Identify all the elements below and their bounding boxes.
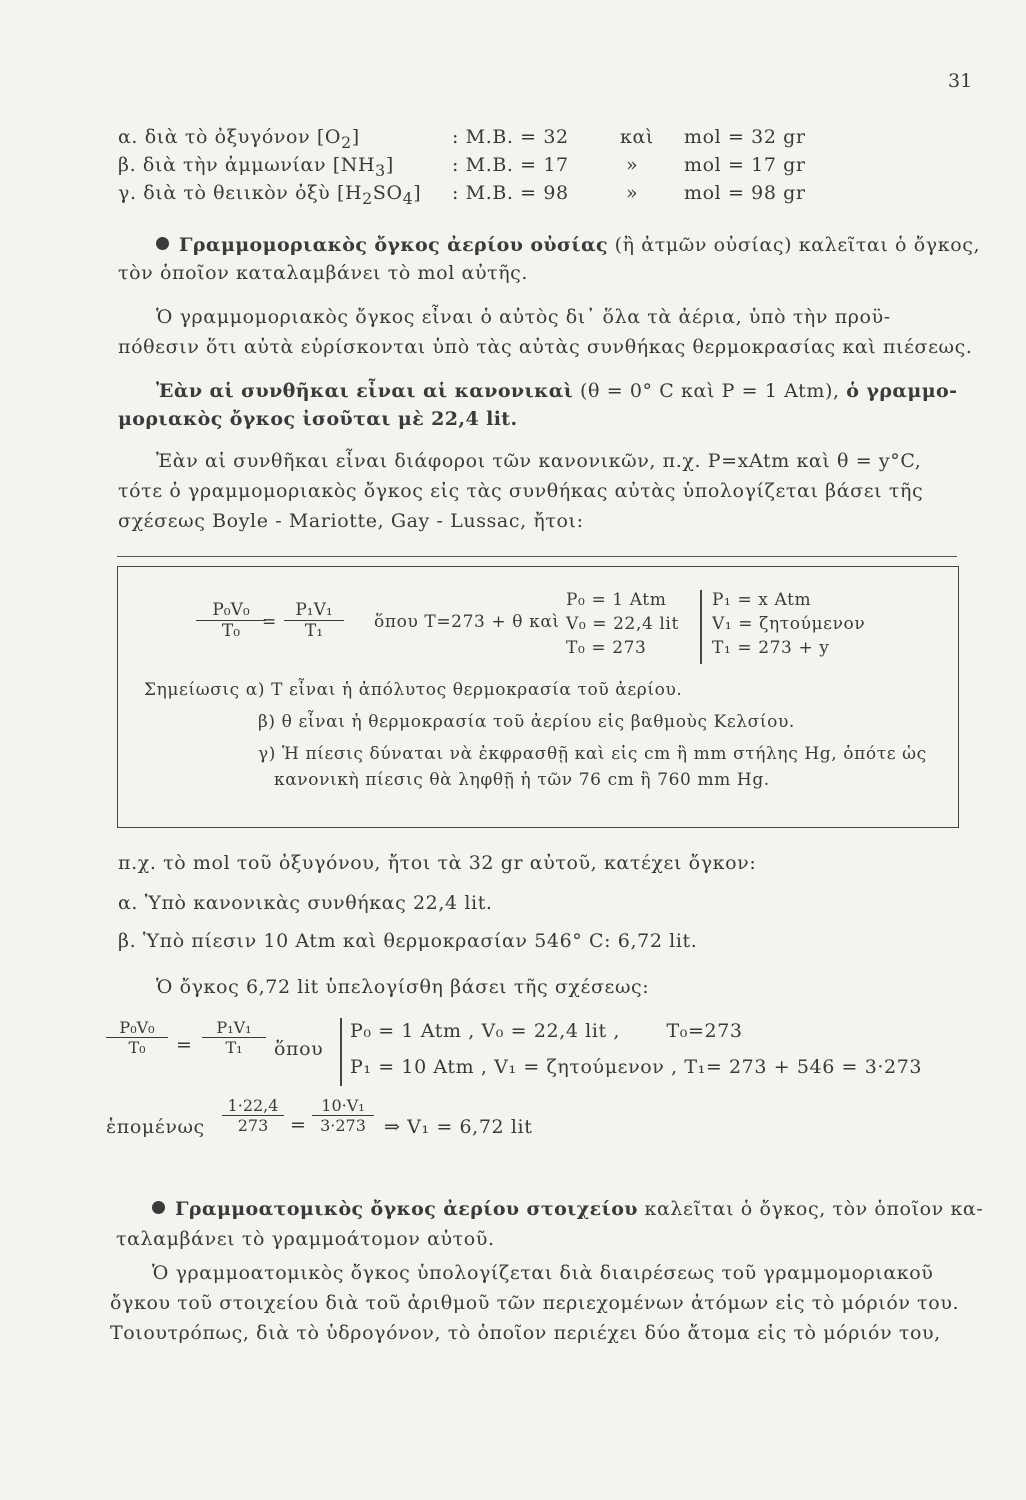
- denominator: T₁: [202, 1037, 266, 1057]
- bold-term: Γραμμομοριακὸς ὄγκος ἀερίου οὐσίας: [179, 234, 608, 256]
- list-item-label: α. διὰ τὸ ὀξυγόνον [O: [118, 126, 342, 148]
- paragraph-line: πόθεσιν ὅτι αὐτὰ εὑρίσκονται ὑπὸ τὰς αὐτὰς συνθήκας θερμοκρασίας καὶ πιέσεως.: [118, 336, 973, 358]
- fraction-right: [284, 600, 344, 641]
- text: καλεῖται ὁ ὄγκος, τὸν ὁποῖον κα-: [637, 1198, 984, 1220]
- bold-term: ὁ γραμμο-: [846, 380, 958, 402]
- note-a: Σημείωσις α) T εἶναι ἡ ἀπόλυτος θερμοκρασία τοῦ ἀερίου.: [144, 680, 683, 700]
- numerator: 1·22,4: [227, 1096, 279, 1115]
- paragraph-line: Ὁ γραμμομοριακὸς ὄγκος εἶναι ὁ αὐτὸς δι᾽ ὅλα τὰ ἀέρια, ὑπὸ τὴν προϋ-: [156, 306, 891, 328]
- paragraph-line: ταλαμβάνει τὸ γραμμοάτομον αὐτοῦ.: [116, 1228, 495, 1250]
- list-item-mb: : M.B. = 32: [452, 126, 569, 148]
- formula-condition: ὅπου: [274, 1038, 324, 1060]
- paragraph-line: Ἐὰν αἱ συνθῆκαι εἶναι διάφοροι τῶν κανονικῶν, π.χ. P=xAtm καὶ θ = y°C,: [156, 450, 922, 472]
- numerator: 10·V₁: [321, 1096, 365, 1115]
- fraction-right: [312, 1096, 374, 1135]
- list-item-rel: »: [626, 182, 639, 204]
- text: (ἢ ἀτμῶν οὐσίας) καλεῖται ὁ ὄγκος,: [608, 234, 981, 256]
- note-b: β) θ εἶναι ἡ θερμοκρασία τοῦ ἀερίου εἰς βαθμοὺς Κελσίου.: [258, 712, 795, 732]
- fraction-left: [222, 1096, 284, 1135]
- list-item-mb: : M.B. = 17: [452, 154, 569, 176]
- numerator: P₁V₁: [295, 600, 333, 620]
- numerator: P₀V₀: [119, 1018, 155, 1037]
- bracket: ]: [385, 154, 394, 176]
- list-item-rel: »: [626, 154, 639, 176]
- paragraph-line: Τοιουτρόπως, διὰ τὸ ὑδρογόνον, τὸ ὁποῖον περιέχει δύο ἄτομα εἰς τὸ μόριόν του,: [110, 1322, 941, 1344]
- list-item-oxygen: [118, 126, 360, 152]
- subscript: 2: [362, 188, 373, 208]
- list-item-ammonia: [118, 154, 394, 180]
- paragraph-normal-conditions: [156, 380, 957, 402]
- normal-values-col: P₀ = 1 Atm: [566, 590, 667, 610]
- text: (θ = 0° C καὶ P = 1 Atm),: [573, 380, 847, 402]
- list-item-mb: : M.B. = 98: [452, 182, 569, 204]
- normal-values-col: T₀ = 273: [566, 638, 647, 658]
- column-divider: [700, 590, 702, 664]
- formula-part: SO: [372, 182, 403, 204]
- normal-values-col: V₀ = 22,4 lit: [566, 614, 679, 634]
- given-values-col: T₁ = 273 + y: [712, 638, 830, 658]
- bold-term: Ἐὰν αἱ συνθῆκαι εἶναι αἱ κανονικαὶ: [156, 380, 574, 402]
- paragraph-line: σχέσεως Boyle - Mariotte, Gay - Lussac, ἤτοι:: [118, 510, 584, 532]
- equation-result: ⇒ V₁ = 6,72 lit: [384, 1116, 533, 1138]
- list-item-label: γ. διὰ τὸ θειικὸν ὀξὺ [H: [118, 182, 363, 204]
- values-row: P₀ = 1 Atm , V₀ = 22,4 lit , T₀=273: [350, 1020, 743, 1042]
- formula-condition: ὅπου T=273 + θ καὶ: [374, 612, 560, 632]
- paragraph-line: τὸν ὁποῖον καταλαμβάνει τὸ mol αὐτῆς.: [118, 262, 529, 284]
- example-intro: π.χ. τὸ mol τοῦ ὀξυγόνου, ἤτοι τὰ 32 gr αὐτοῦ, κατέχει ὄγκον:: [118, 852, 757, 874]
- numerator: P₀V₀: [212, 600, 250, 620]
- column-divider: [340, 1018, 342, 1086]
- paragraph-line: τότε ὁ γραμμομοριακὸς ὄγκος εἰς τὰς συνθήκας αὐτὰς ὑπολογίζεται βάσει τῆς: [118, 480, 924, 502]
- subscript: 2: [341, 132, 352, 152]
- values-row: P₁ = 10 Atm , V₁ = ζητούμενον , T₁= 273 + 546 = 3·273: [350, 1056, 923, 1078]
- given-values-col: V₁ = ζητούμενον: [712, 614, 866, 634]
- fraction-left: [106, 1018, 168, 1057]
- paragraph-line: Ὁ γραμμοατομικὸς ὄγκος ὑπολογίζεται διὰ διαιρέσεως τοῦ γραμμομοριακοῦ: [152, 1262, 934, 1284]
- bullet-icon: [152, 1201, 165, 1214]
- bracket: ]: [413, 182, 422, 204]
- denominator: T₀: [196, 620, 266, 641]
- denominator: 3·273: [312, 1115, 374, 1135]
- paragraph-line: ὄγκου τοῦ στοιχείου διὰ τοῦ ἀριθμοῦ τῶν περιεχομένων ἀτόμων εἰς τὸ μόριόν του.: [110, 1292, 960, 1314]
- list-item-sulfuric: [118, 182, 421, 208]
- definition-molar-volume: [156, 234, 980, 256]
- list-item-mol: mol = 98 gr: [684, 182, 806, 204]
- bracket: ]: [351, 126, 360, 148]
- list-item-rel: καὶ: [620, 126, 654, 148]
- subscript: 4: [402, 188, 414, 208]
- denominator: T₁: [284, 620, 344, 641]
- separator-line: [117, 556, 957, 557]
- denominator: 273: [222, 1115, 284, 1135]
- example-a: α. Ὑπὸ κανονικὰς συνθήκας 22,4 lit.: [118, 892, 493, 914]
- subscript: 3: [375, 160, 386, 180]
- fraction-right: [202, 1018, 266, 1057]
- equals-sign: =: [290, 1114, 307, 1136]
- example-calc: Ὁ ὄγκος 6,72 lit ὑπελογίσθη βάσει τῆς σχέσεως:: [156, 976, 650, 998]
- consequently-label: ἑπομένως: [106, 1116, 205, 1138]
- equals-sign: =: [176, 1034, 193, 1056]
- page-number: 31: [948, 70, 973, 92]
- list-item-mol: mol = 17 gr: [684, 154, 806, 176]
- bold-term: Γραμμοατομικὸς ὄγκος ἀερίου στοιχείου: [175, 1198, 638, 1220]
- equals-sign: =: [262, 612, 277, 632]
- definition-atomic-volume: [152, 1198, 983, 1220]
- note-c: κανονικὴ πίεσις θὰ ληφθῇ ἡ τῶν 76 cm ἢ 760 mm Hg.: [274, 770, 770, 790]
- numerator: P₁V₁: [216, 1018, 252, 1037]
- note-c: γ) Ἡ πίεσις δύναται νὰ ἐκφρασθῇ καὶ εἰς cm ἢ mm στήλης Hg, ὁπότε ὡς: [258, 744, 927, 764]
- fraction-left: [196, 600, 266, 641]
- given-values-col: P₁ = x Atm: [712, 590, 812, 610]
- example-b: β. Ὑπὸ πίεσιν 10 Atm καὶ θερμοκρασίαν 546° C: 6,72 lit.: [118, 930, 698, 952]
- paragraph-line: μοριακὸς ὄγκος ἰσοῦται μὲ 22,4 lit.: [118, 408, 518, 430]
- list-item-label: β. διὰ τὴν ἀμμωνίαν [NH: [118, 154, 376, 176]
- bullet-icon: [156, 237, 169, 250]
- denominator: T₀: [106, 1037, 168, 1057]
- list-item-mol: mol = 32 gr: [684, 126, 806, 148]
